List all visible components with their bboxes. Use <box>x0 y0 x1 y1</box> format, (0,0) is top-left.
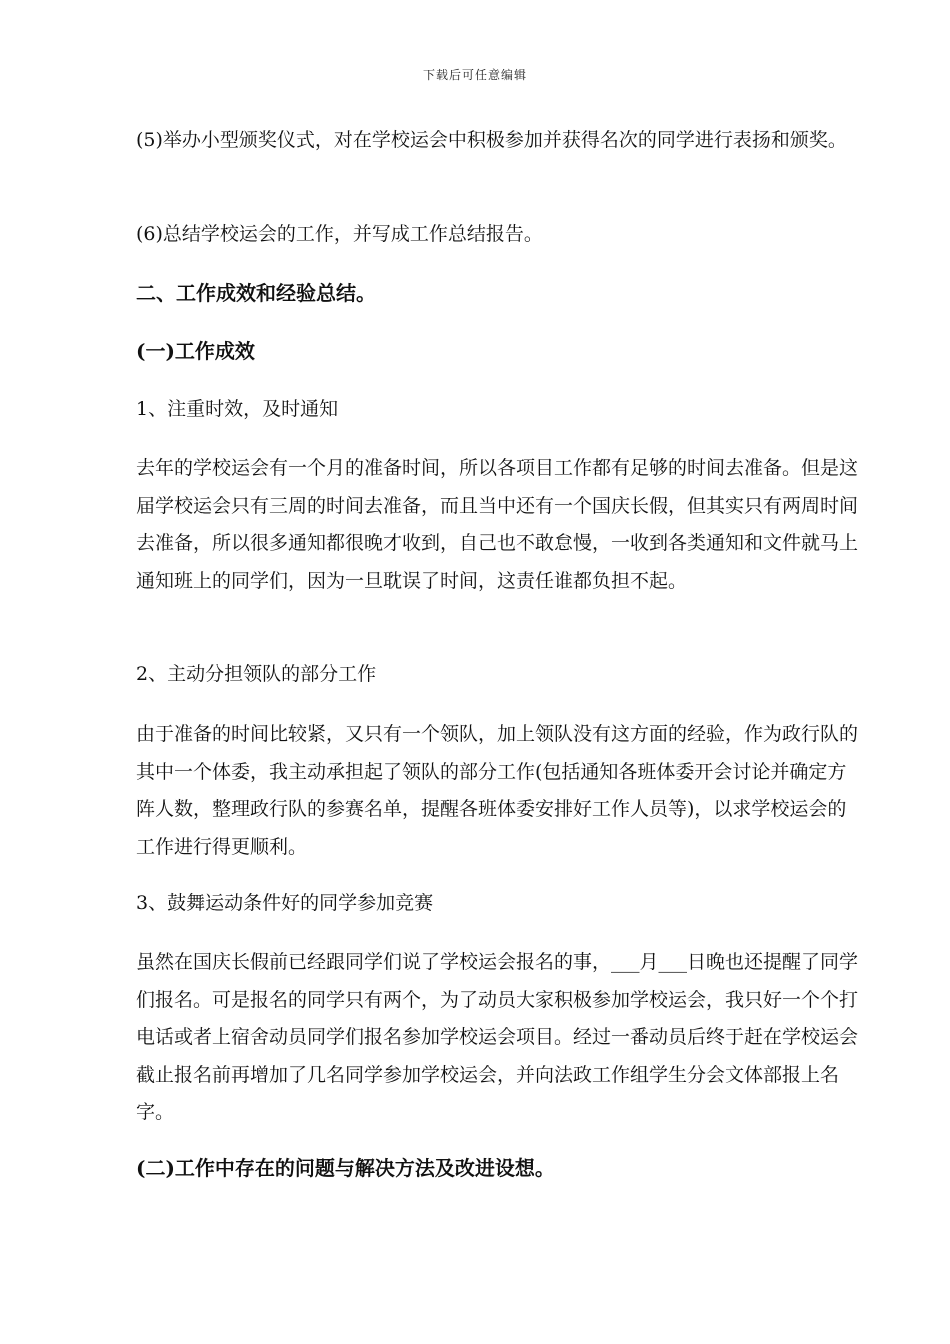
point-heading-1: 1、注重时效，及时通知 <box>136 398 339 420</box>
paragraph-point-1: 去年的学校运会有一个月的准备时间，所以各项目工作都有足够的时间去准备。但是这届学校运会只有三周的时间去准备，而且当中还有一个国庆长假，但其实只有两周时间去准备，所以很多通知都很晚才收到，自己也不敢怠慢，一收到各类通知和文件就马上通知班上的同学们，因为一旦耽误了时间，这责任谁都负担不起。 <box>136 457 859 592</box>
page-header: 下载后可任意编辑 <box>422 68 527 82</box>
paragraph-point-3: 虽然在国庆长假前已经跟同学们说了学校运会报名的事，___月___日晚也还提醒了同学们报名。可是报名的同学只有两个，为了动员大家积极参加学校运会，我只好一个个打电话或者上宿舍动员同学们报名参加学校运会项目。经过一番动员后终于赶在学校运会截止报名前再增加了几名同学参加学校运会，并向法政工作组学生分会文体部报上名字。 <box>136 951 859 1123</box>
point-heading-3: 3、鼓舞运动条件好的同学参加竞赛 <box>136 892 434 914</box>
point-heading-2: 2、主动分担领队的部分工作 <box>136 663 377 685</box>
subsection-heading-1: (一)工作成效 <box>136 339 255 363</box>
paragraph-item-6: (6)总结学校运会的工作，并写成工作总结报告。 <box>136 223 543 245</box>
paragraph-point-2: 由于准备的时间比较紧，又只有一个领队，加上领队没有这方面的经验，作为政行队的其中一个体委，我主动承担起了领队的部分工作(包括通知各班体委开会讨论并确定方阵人数，整理政行队的参赛名单，提醒各班体委安排好工作人员等)，以求学校运会的工作进行得更顺利。 <box>136 723 859 858</box>
paragraph-item-5: (5)举办小型颁奖仪式，对在学校运会中积极参加并获得名次的同学进行表扬和颁奖。 <box>136 129 847 151</box>
section-heading-2: 二、工作成效和经验总结。 <box>136 281 376 305</box>
subsection-heading-2: (二)工作中存在的问题与解决方法及改进设想。 <box>136 1156 555 1180</box>
